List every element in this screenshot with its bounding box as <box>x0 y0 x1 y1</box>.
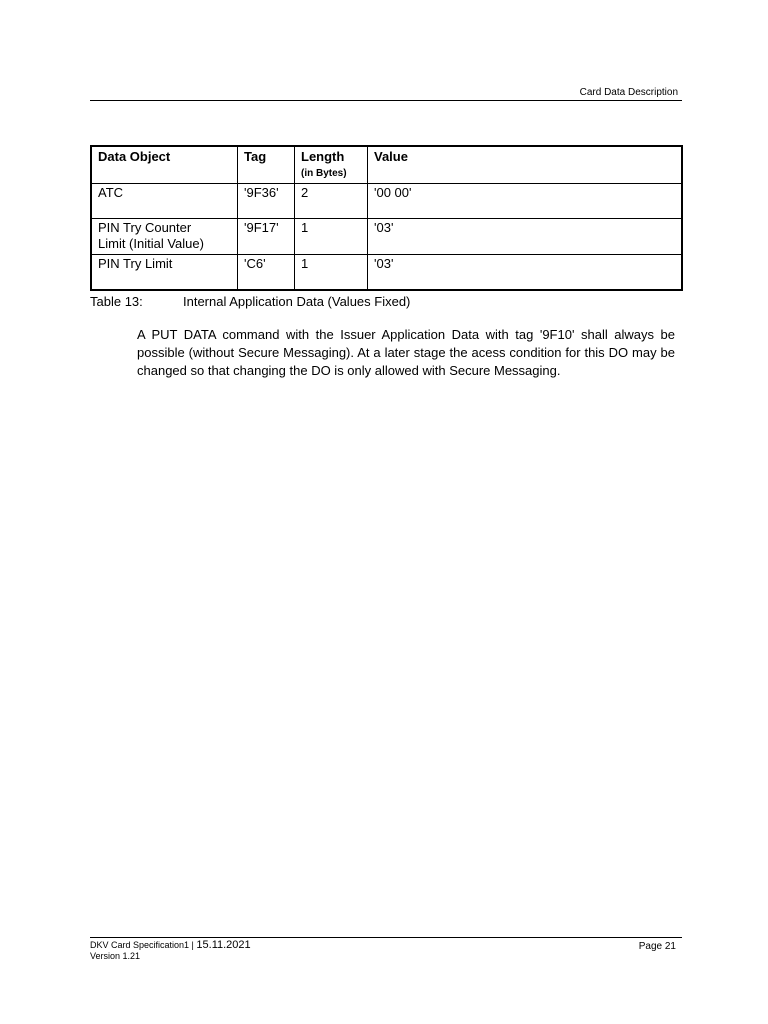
table-caption <box>90 294 410 310</box>
cell-object-line1: PIN Try Counter <box>98 220 192 235</box>
header-length-label: Length <box>301 149 345 164</box>
footer-spec: DKV Card Specification1 | <box>90 940 194 950</box>
table-row <box>91 184 682 219</box>
footer-version: Version 1.21 <box>90 951 141 961</box>
footer-date: 15.11.2021 <box>196 939 251 951</box>
header-length-unit: (in Bytes) <box>301 168 347 179</box>
table-row <box>91 255 682 291</box>
caption-text: Internal Application Data (Values Fixed) <box>183 294 411 309</box>
cell-tag: '9F17' <box>238 219 295 255</box>
footer-page-number: Page 21 <box>638 941 676 952</box>
data-table <box>90 145 683 291</box>
cell-length: 1 <box>295 255 368 291</box>
header-tag: Tag <box>238 146 295 184</box>
cell-length: 2 <box>295 184 368 219</box>
cell-value: '00 00' <box>368 184 683 219</box>
cell-value: '03' <box>368 219 683 255</box>
cell-object <box>91 219 238 255</box>
caption-label: Table 13: <box>90 294 143 309</box>
page-footer <box>90 937 682 962</box>
cell-value: '03' <box>368 255 683 291</box>
footer-left <box>90 940 682 962</box>
cell-object: PIN Try Limit <box>91 255 238 291</box>
header-title: Card Data Description <box>579 87 678 98</box>
cell-length: 1 <box>295 219 368 255</box>
header-value: Value <box>368 146 683 184</box>
body-paragraph: A PUT DATA command with the Issuer Application Data with tag '9F10' shall always be possible (without Secure Messaging). At a later stage the acess condition for this DO may be changed so that changing the DO is only allowed with Secure Messaging. <box>137 327 675 378</box>
cell-tag: 'C6' <box>238 255 295 291</box>
table-header-row <box>91 146 682 184</box>
header-length <box>295 146 368 184</box>
table-row <box>91 219 682 255</box>
page-header <box>90 86 682 101</box>
header-data-object: Data Object <box>91 146 238 184</box>
cell-tag: '9F36' <box>238 184 295 219</box>
cell-object: ATC <box>91 184 238 219</box>
cell-object-line2: Limit (Initial Value) <box>98 236 204 251</box>
